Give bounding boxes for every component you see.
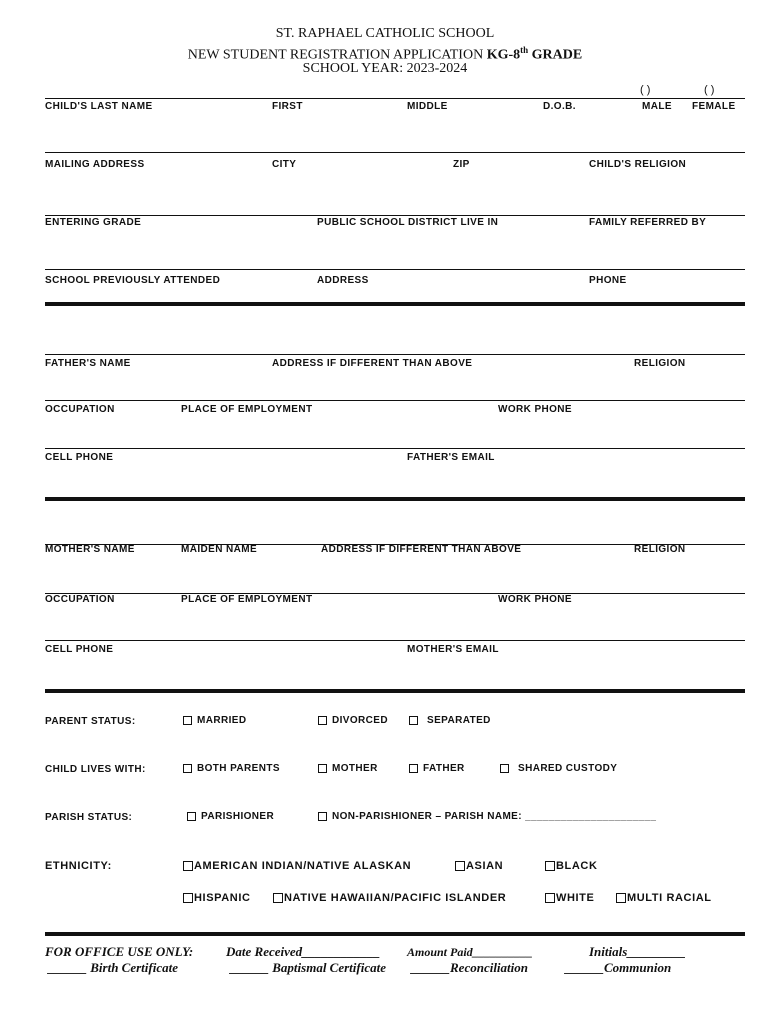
school-name: ST. RAPHAEL CATHOLIC SCHOOL <box>275 26 495 41</box>
father-cell-phone-label: CELL PHONE <box>45 452 114 463</box>
father-occupation-label: OCCUPATION <box>45 404 115 415</box>
american-indian-checkbox[interactable] <box>183 860 411 872</box>
middle-name-label: MIDDLE <box>407 101 448 112</box>
field-line[interactable] <box>45 354 745 355</box>
parent-status-label: PARENT STATUS: <box>45 716 136 727</box>
non-parishioner-label: NON-PARISHIONER – PARISH NAME: ______________________ <box>332 811 657 822</box>
mother-employment-label: PLACE OF EMPLOYMENT <box>181 594 313 605</box>
section-divider <box>45 497 745 501</box>
date-received-field[interactable]: Date Received____________ <box>226 944 381 959</box>
hispanic-checkbox[interactable] <box>183 892 251 904</box>
hispanic-label: HISPANIC <box>194 892 251 904</box>
amount-paid-field[interactable]: Amount Paid__________ <box>407 945 533 959</box>
communion-field[interactable]: ______Communion <box>565 960 672 975</box>
application-prefix: NEW STUDENT REGISTRATION APPLICATION <box>187 47 487 63</box>
divorced-checkbox[interactable] <box>318 715 388 726</box>
both-parents-checkbox[interactable] <box>183 763 280 774</box>
checkbox-icon <box>318 716 327 725</box>
zip-label: ZIP <box>453 159 470 170</box>
mother-email-label: MOTHER'S EMAIL <box>407 644 499 655</box>
checkbox-icon <box>183 764 192 773</box>
native-hawaiian-checkbox[interactable] <box>273 892 506 904</box>
mailing-address-label: MAILING ADDRESS <box>45 159 145 170</box>
child-last-name-label: CHILD'S LAST NAME <box>45 101 153 112</box>
entering-grade-label: ENTERING GRADE <box>45 217 142 228</box>
checkbox-icon <box>616 893 626 903</box>
checkbox-icon <box>545 861 555 871</box>
mother-religion-label: RELIGION <box>634 544 686 555</box>
dob-label: D.O.B. <box>543 101 576 112</box>
section-divider <box>45 689 745 693</box>
mother-name-label: MOTHER'S NAME <box>45 544 135 555</box>
father-name-label: FATHER'S NAME <box>45 358 131 369</box>
native-hawaiian-label: NATIVE HAWAIIAN/PACIFIC ISLANDER <box>284 892 507 904</box>
asian-label: ASIAN <box>466 860 504 872</box>
father-label: FATHER <box>423 763 465 774</box>
father-checkbox[interactable] <box>409 763 465 774</box>
ethnicity-label: ETHNICITY: <box>45 860 112 872</box>
male-label: MALE <box>642 101 672 112</box>
both-parents-label: BOTH PARENTS <box>197 763 280 774</box>
black-checkbox[interactable] <box>545 860 598 872</box>
baptismal-certificate-field[interactable]: ______ Baptismal Certificate <box>230 960 386 975</box>
father-address-label: ADDRESS IF DIFFERENT THAN ABOVE <box>272 358 473 369</box>
checkbox-icon <box>187 812 196 821</box>
checkbox-icon <box>318 812 327 821</box>
checkbox-icon <box>545 893 555 903</box>
first-name-label: FIRST <box>272 101 303 112</box>
mother-label: MOTHER <box>332 763 378 774</box>
checkbox-icon <box>318 764 327 773</box>
section-divider <box>45 932 745 936</box>
american-indian-label: AMERICAN INDIAN/NATIVE ALASKAN <box>194 860 412 872</box>
checkbox-icon <box>409 764 418 773</box>
father-work-phone-label: WORK PHONE <box>498 404 572 415</box>
referred-by-label: FAMILY REFERRED BY <box>589 217 707 228</box>
section-divider <box>45 302 745 306</box>
grade-suffix: GRADE <box>528 47 583 63</box>
field-line[interactable] <box>45 640 745 641</box>
separated-label: SEPARATED <box>427 715 491 726</box>
field-line[interactable] <box>45 269 745 270</box>
grade-prefix: KG-8 <box>486 47 521 63</box>
city-label: CITY <box>272 159 297 170</box>
birth-certificate-field[interactable]: ______ Birth Certificate <box>48 960 178 975</box>
checkbox-icon <box>183 893 193 903</box>
phone-label: PHONE <box>589 275 627 286</box>
mother-address-label: ADDRESS IF DIFFERENT THAN ABOVE <box>321 544 522 555</box>
checkbox-icon <box>183 716 192 725</box>
checkbox-icon <box>273 893 283 903</box>
white-label: WHITE <box>556 892 595 904</box>
field-line[interactable] <box>45 152 745 153</box>
mother-cell-phone-label: CELL PHONE <box>45 644 114 655</box>
father-email-label: FATHER'S EMAIL <box>407 452 495 463</box>
field-line[interactable] <box>45 593 745 594</box>
checkbox-icon <box>500 764 509 773</box>
field-line[interactable] <box>45 400 745 401</box>
parishioner-label: PARISHIONER <box>201 811 275 822</box>
parishioner-checkbox[interactable] <box>187 811 274 822</box>
female-paren[interactable]: ( ) <box>704 84 715 96</box>
office-use-title: FOR OFFICE USE ONLY: <box>45 944 194 959</box>
divorced-label: DIVORCED <box>332 715 388 726</box>
non-parishioner-checkbox[interactable] <box>318 811 656 822</box>
checkbox-icon <box>183 861 193 871</box>
father-employment-label: PLACE OF EMPLOYMENT <box>181 404 313 415</box>
mother-work-phone-label: WORK PHONE <box>498 594 572 605</box>
field-line[interactable] <box>45 448 745 449</box>
maiden-name-label: MAIDEN NAME <box>181 544 258 555</box>
married-label: MARRIED <box>197 715 247 726</box>
mother-occupation-label: OCCUPATION <box>45 594 115 605</box>
multi-racial-checkbox[interactable] <box>616 892 712 904</box>
field-line[interactable] <box>45 215 745 216</box>
previous-school-label: SCHOOL PREVIOUSLY ATTENDED <box>45 275 221 286</box>
previous-school-address-label: ADDRESS <box>317 275 369 286</box>
grade-sup: th <box>520 45 529 55</box>
female-label: FEMALE <box>692 101 736 112</box>
school-year: SCHOOL YEAR: 2023-2024 <box>302 61 468 76</box>
parish-status-label: PARISH STATUS: <box>45 812 133 823</box>
checkbox-icon <box>455 861 465 871</box>
shared-custody-checkbox[interactable] <box>500 763 617 774</box>
checkbox-icon <box>409 716 418 725</box>
initials-field[interactable]: Initials_________ <box>589 944 686 959</box>
separated-checkbox[interactable] <box>409 715 491 726</box>
mother-checkbox[interactable] <box>318 763 378 774</box>
child-lives-with-label: CHILD LIVES WITH: <box>45 764 146 775</box>
black-label: BLACK <box>556 860 598 872</box>
child-religion-label: CHILD'S RELIGION <box>589 159 687 170</box>
male-paren[interactable]: ( ) <box>640 84 651 96</box>
shared-custody-label: SHARED CUSTODY <box>518 763 618 774</box>
white-checkbox[interactable] <box>545 892 594 904</box>
field-line[interactable] <box>45 98 745 99</box>
father-religion-label: RELIGION <box>634 358 686 369</box>
multi-racial-label: MULTI RACIAL <box>627 892 712 904</box>
asian-checkbox[interactable] <box>455 860 503 872</box>
married-checkbox[interactable] <box>183 715 246 726</box>
school-district-label: PUBLIC SCHOOL DISTRICT LIVE IN <box>317 217 499 228</box>
reconciliation-field[interactable]: ______Reconciliation <box>411 960 528 975</box>
